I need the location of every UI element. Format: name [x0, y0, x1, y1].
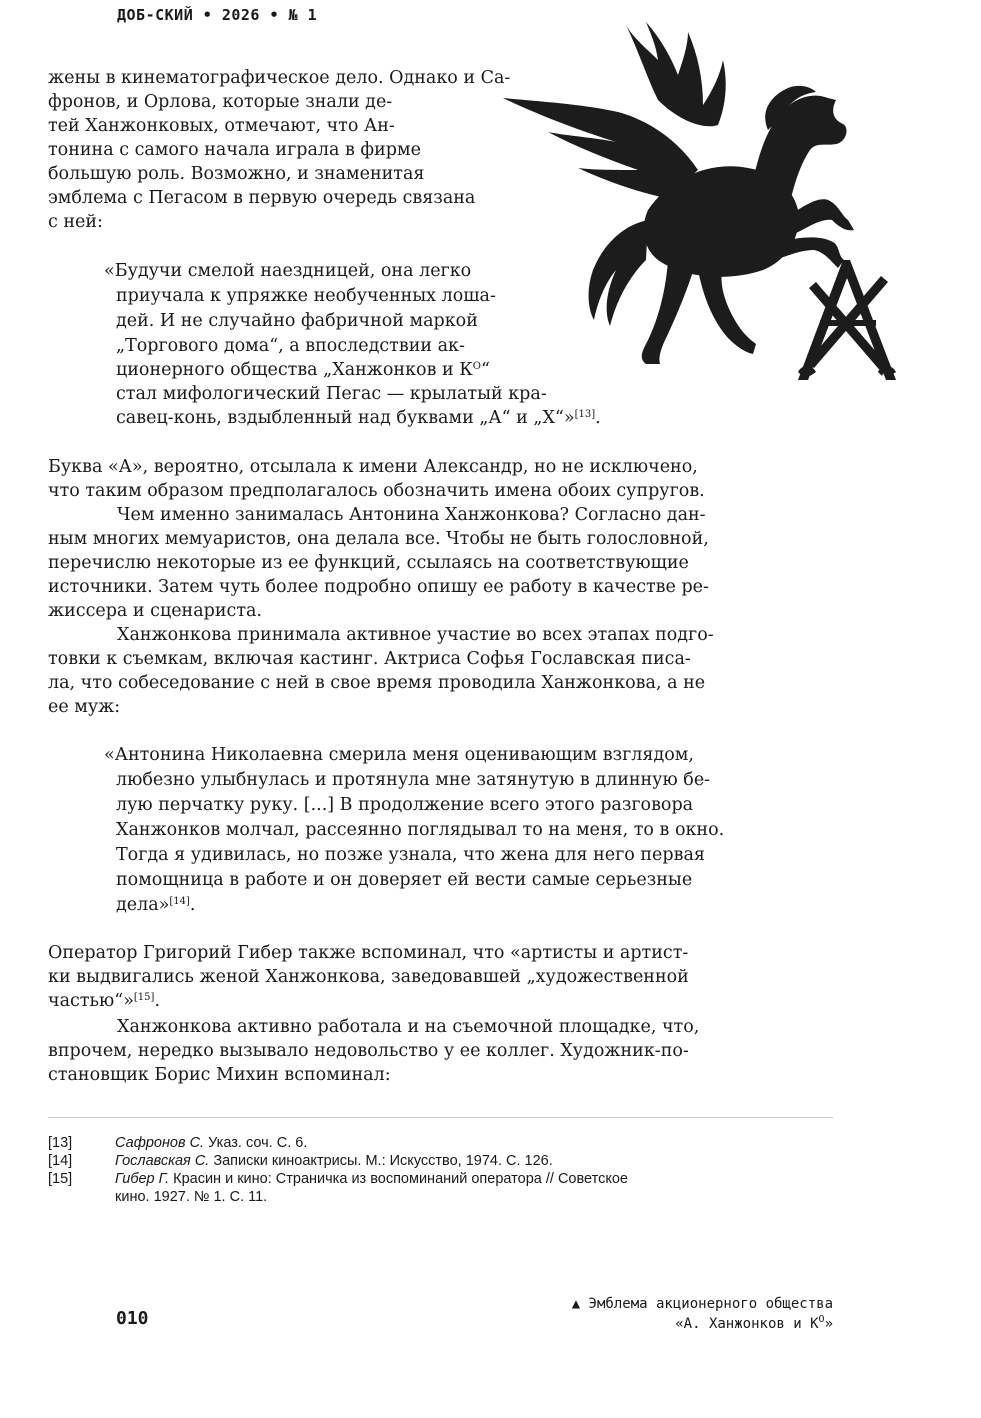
footnote-ref-13[interactable]: [13]: [574, 409, 596, 420]
text-line: ла, что собеседование с ней в свое время проводила Ханжонкова, а не: [48, 673, 706, 693]
footnote-ref-15[interactable]: [15]: [133, 992, 155, 1003]
text-line: ным многих мемуаристов, она делала все. Чтобы не быть голословной,: [48, 529, 709, 549]
quote-line: „Торгового дома“, а впоследствии ак-: [116, 336, 465, 356]
hindleg-1: [642, 260, 694, 364]
text-line: фронов, и Орлова, которые знали де-: [48, 92, 393, 112]
footnote-ref-14[interactable]: [14]: [169, 896, 190, 907]
superscript: О: [472, 361, 481, 372]
text-line: перечислю некоторые из ее функций, ссылаясь на соответствующие: [48, 553, 689, 573]
quote-line: Тогда я удивилась, но позже узнала, что жена для него первая: [116, 845, 705, 865]
quote-line: «Будучи смелой наездницей, она легко: [104, 261, 472, 281]
text-line: что таким образом предполагалось обозначить имена обоих супругов.: [48, 481, 705, 501]
quote-line: Ханжонков молчал, рассеянно поглядывал то на меня, то в окно.: [116, 820, 725, 840]
text-line: с ней:: [48, 212, 103, 232]
page-number: 010: [116, 1308, 149, 1329]
text-line: впрочем, нередко вызывало недовольство у ее коллег. Художник-по-: [48, 1041, 689, 1061]
quote-line: савец-конь, вздыбленный над буквами „А“ и „Х“»[13].: [116, 408, 601, 428]
footnote-14: [14] Гославская С. Записки киноактрисы. М.: Искусство, 1974. С. 126.: [48, 1153, 553, 1169]
text-line: Ханжонкова принимала активное участие во всех этапах подго-: [117, 625, 714, 645]
text-line: Ханжонкова активно работала и на съемочной площадке, что,: [117, 1017, 700, 1037]
monogram-bar: [820, 320, 876, 326]
footnote-15: [15] Гибер Г. Красин и кино: Страничка из воспоминаний оператора // Советское кино. 1927. № 1. С. 11.: [48, 1171, 628, 1205]
running-head: ДОБ-СКИЙ • 2026 • № 1: [117, 6, 318, 24]
quote-line: ционерного общества „Ханжонков и $К^О“$: [116, 360, 490, 380]
text-line: становщик Борис Михин вспоминал:: [48, 1065, 391, 1085]
foreleg-2: [778, 237, 844, 268]
quote-line: «Антонина Николаевна смерила меня оценивающим взглядом,: [104, 745, 694, 765]
quote-line: стал мифологический Пегас — крылатый кра-: [116, 384, 547, 404]
quote-line: дей. И не случайно фабричной маркой: [116, 311, 478, 331]
text-line: ее муж:: [48, 697, 121, 717]
text-line: Оператор Григорий Гибер также вспоминал, что «артисты и артист-: [48, 943, 689, 963]
text-line: большую роль. Возможно, и знаменитая: [48, 164, 425, 184]
quote-line: дела»[14].: [116, 895, 196, 915]
text-line: Буква «А», вероятно, отсылала к имени Александр, но не исключено,: [48, 457, 698, 477]
footnote-divider: [48, 1117, 833, 1118]
text-line: тей Ханжонковых, отмечают, что Ан-: [48, 116, 395, 136]
text-line: жены в кинематографическое дело. Однако и Са-: [48, 68, 511, 88]
text-line: частью“»[15].: [48, 991, 161, 1011]
text-line: жиссера и сценариста.: [48, 601, 262, 621]
horse-tail: [589, 220, 648, 326]
text-line: источники. Затем чуть более подробно опишу ее работу в качестве ре-: [48, 577, 709, 597]
text-line: Чем именно занималась Антонина Ханжонкова? Согласно дан-: [117, 505, 706, 525]
text-line: товки к съемкам, включая кастинг. Актриса Софья Гославская писа-: [48, 649, 691, 669]
quote-line: любезно улыбнулась и протянула мне затянутую в длинную бе-: [116, 770, 711, 790]
pegasus-emblem-icon: [498, 20, 918, 390]
text-line: эмблема с Пегасом в первую очередь связана: [48, 188, 476, 208]
emblem-caption: ▲ Эмблема акционерного общества «А. Ханжонков и $К^О$»: [571, 1296, 833, 1332]
quote-line: лую перчатку руку. [...] В продолжение всего этого разговора: [116, 795, 694, 815]
text-line: тонина с самого начала играла в фирме: [48, 140, 421, 160]
upper-wing: [626, 22, 726, 126]
quote-line: приучала к упряжке необученных лоша-: [116, 286, 496, 306]
footnote-13: [13] Сафронов С. Указ. соч. С. 6.: [48, 1135, 308, 1151]
lower-wing: [503, 98, 698, 198]
quote-line: помощница в работе и он доверяет ей вести самые серьезные: [116, 870, 693, 890]
hindleg-2: [698, 270, 756, 354]
text-line: ки выдвигались женой Ханжонкова, заведовавшей „художественной: [48, 967, 689, 987]
